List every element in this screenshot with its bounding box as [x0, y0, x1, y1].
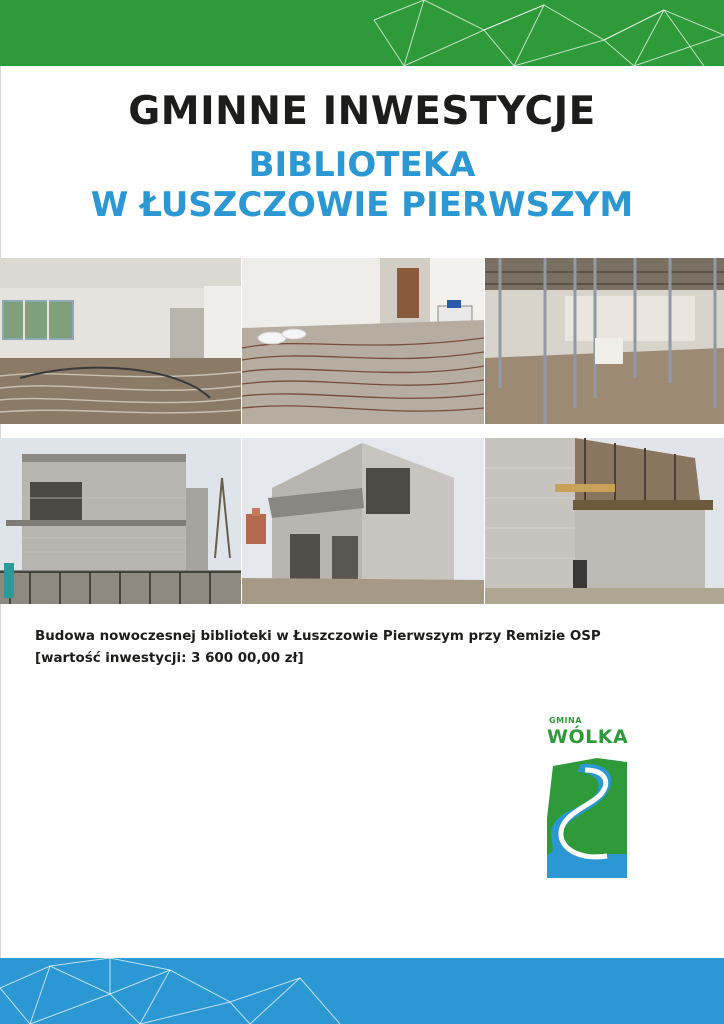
- photo-interior-underfloor-heating-2: [242, 258, 484, 424]
- river-emblem-icon: [547, 758, 627, 878]
- bottom-blue-band: [0, 958, 724, 1024]
- top-green-band: [0, 0, 724, 66]
- page-title: GMINNE INWESTYCJE: [128, 89, 596, 134]
- investment-caption: [35, 626, 695, 670]
- logo-small-text: GMINA: [549, 716, 582, 725]
- decorative-mesh-icon: [0, 958, 360, 1024]
- photo-interior-construction-props: [485, 258, 724, 424]
- gmina-wolka-logo: [547, 716, 631, 878]
- page-subtitle-line1: BIBLIOTEKA: [248, 145, 476, 185]
- page-subtitle-line2: W ŁUSZCZOWIE PIERWSZYM: [90, 185, 634, 225]
- decorative-mesh-icon: [364, 0, 724, 66]
- caption-line1: Budowa nowoczesnej biblioteki w Łuszczowie Pierwszym przy Remizie OSP: [35, 629, 601, 644]
- logo-big-text: WÓLKA: [547, 726, 629, 748]
- photo-exterior-building-side: [485, 438, 724, 604]
- photo-exterior-building-angle: [242, 438, 484, 604]
- photo-exterior-building-front: [0, 438, 241, 604]
- photo-interior-underfloor-heating-1: [0, 258, 241, 424]
- caption-line2: [wartość inwestycji: 3 600 00,00 zł]: [35, 651, 304, 666]
